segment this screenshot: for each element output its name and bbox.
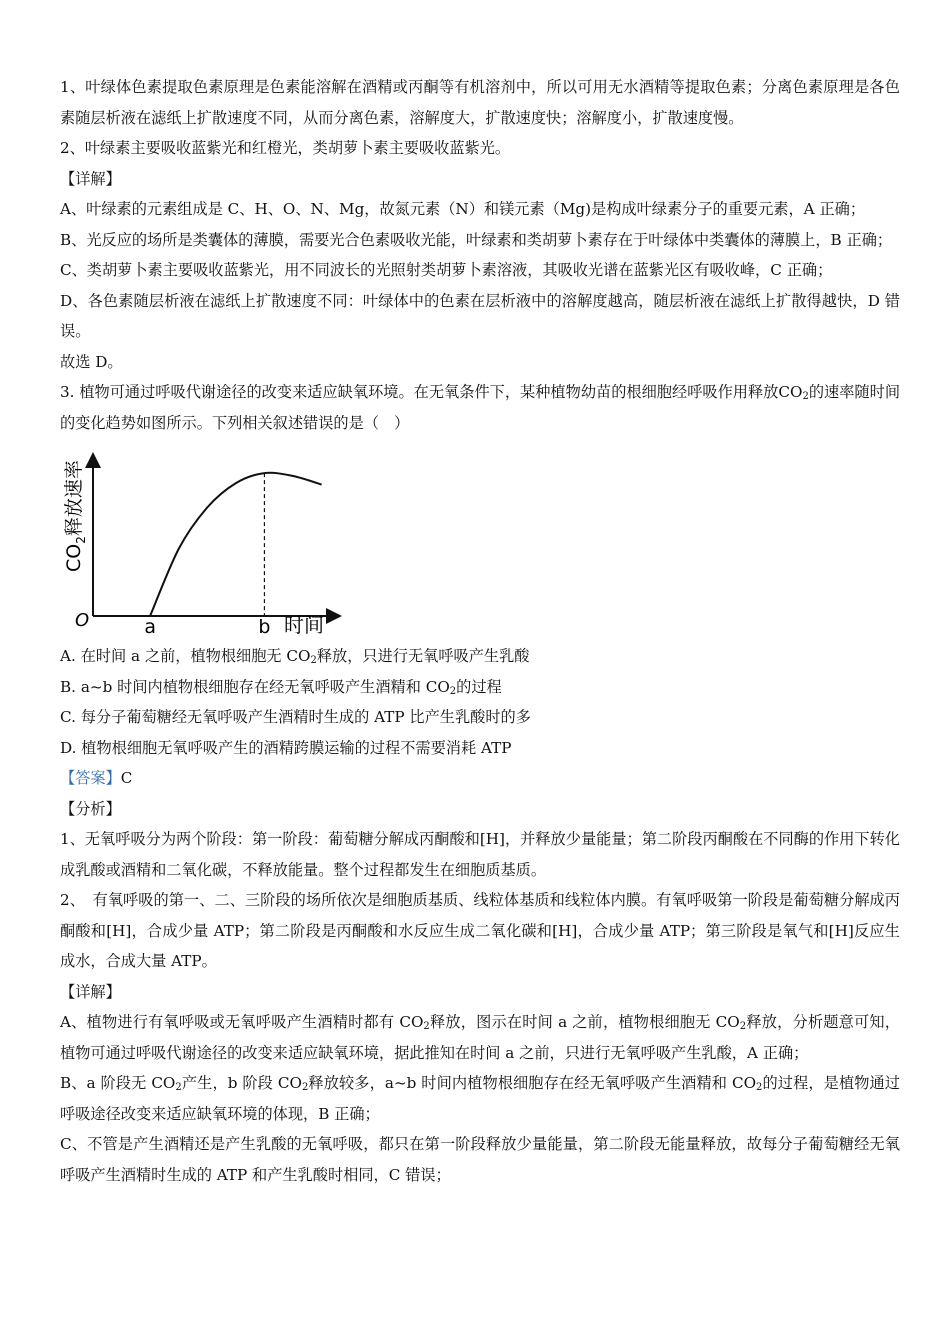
chart-svg [60,444,350,639]
analysis-paragraph-1: 1、无氧呼吸分为两个阶段：第一阶段：葡萄糖分解成丙酮酸和[H]，并释放少量能量；第二阶段丙酮酸在不同酶的作用下转化成乳酸或酒精和二氧化碳，不释放能量。整个过程都发生在细胞质基质。 [60,830,900,879]
detail1-conclusion: 故选 D。 [60,352,123,371]
document-page [60,72,900,1190]
origin-label: O [75,610,90,631]
detail1-option-b: B、光反应的场所是类囊体的薄膜，需要光合色素吸收光能，叶绿素和类胡萝卜素存在于叶绿体中类囊体的薄膜上，B 正确； [60,230,893,249]
x-tick-a: a [144,616,156,638]
detail-heading-2: 【详解】 [60,982,121,1001]
answer-value: C [120,769,133,787]
intro-paragraph-1: 1、叶绿体色素提取色素原理是色素能溶解在酒精或丙酮等有机溶剂中，所以可用无水酒精等提取色素；分离色素原理是各色素随层析液在滤纸上扩散速度不同，从而分离色素，溶解度大，扩散速度快；溶解度小，扩散速度慢。 [60,78,900,127]
detail1-option-a: A、叶绿素的元素组成是 C、H、O、N、Mg，故氮元素（N）和镁元素（Mg)是构成叶绿素分子的重要元素，A 正确； [60,200,866,218]
question-3-option-b: B. a~b 时间内植物根细胞存在经无氧呼吸产生酒精和 $CO_2$的过程 [60,677,502,697]
question-3-option-a: A. 在时间 a 之前，植物根细胞无 $CO_2$释放，只进行无氧呼吸产生乳酸 [60,647,530,666]
answer-tag: 【答案】 [60,769,121,787]
y-axis-label [63,460,88,572]
detail1-option-d: D、各色素随层析液在滤纸上扩散速度不同：叶绿体中的色素在层析液中的溶解度越高，随层析液在滤纸上扩散得越快，D 错误。 [60,291,900,340]
x-axis-label: 时间 [284,613,324,637]
co2-release-curve [150,473,322,616]
detail1-option-c: C、类胡萝卜素主要吸收蓝紫光，用不同波长的光照射类胡萝卜素溶液，其吸收光谱在蓝紫光区有吸收峰，C 正确； [60,261,833,279]
detail-heading-1: 【详解】 [60,169,121,188]
co2-release-chart [60,444,350,639]
detail2-option-c: C、不管是产生酒精还是产生乳酸的无氧呼吸，都只在第一阶段释放少量能量，第二阶段无能量释放，故每分子葡萄糖经无氧呼吸产生酒精时生成的 ATP 和产生乳酸时相同，C 错误； [60,1135,900,1184]
svg-text:CO2释放速率: $CO_2$释放速率 [63,460,88,572]
question-3-option-c: C. 每分子葡萄糖经无氧呼吸产生酒精时生成的 ATP 比产生乳酸时的多 [60,708,531,726]
analysis-heading: 【分析】 [60,799,121,818]
detail2-option-b: B、a 阶段无 $CO_2$产生，b 阶段 $CO_2$释放较多，a~b 时间内植物根细胞存在经无氧呼吸产生酒精和 $CO_2$的过程，是植物通过呼吸途径改变来适应缺氧环境的体现，B 正确； [60,1074,900,1123]
intro-paragraph-2: 2、叶绿素主要吸收蓝紫光和红橙光，类胡萝卜素主要吸收蓝紫光。 [60,139,511,157]
question-3-option-d: D. 植物根细胞无氧呼吸产生的酒精跨膜运输的过程不需要消耗 ATP [60,738,512,757]
detail2-option-a: A、植物进行有氧呼吸或无氧呼吸产生酒精时都有 $CO_2$释放，图示在时间 a 之前，植物根细胞无 $CO_2$释放，分析题意可知，植物可通过呼吸代谢途径的改变来适应缺氧环境，据此推知在时间 a 之前，只进行无氧呼吸产生乳酸，A 正确； [60,1013,900,1062]
analysis-paragraph-2: 2、 有氧呼吸的第一、二、三阶段的场所依次是细胞质基质、线粒体基质和线粒体内膜。有氧呼吸第一阶段是葡萄糖分解成丙酮酸和[H]，合成少量 ATP；第二阶段是丙酮酸和水反应生成二氧化碳和[H]，合成少量 ATP；第三阶段是氧气和[H]反应生成水，合成大量 ATP。 [60,891,900,970]
answer-line [60,763,900,794]
question-3-stem: 3. 植物可通过呼吸代谢途径的改变来适应缺氧环境。在无氧条件下，某种植物幼苗的根细胞经呼吸作用释放$CO_2$的速率随时间的变化趋势如图所示。下列相关叙述错误的是（ ） [60,383,901,432]
x-tick-b: b [258,616,271,638]
